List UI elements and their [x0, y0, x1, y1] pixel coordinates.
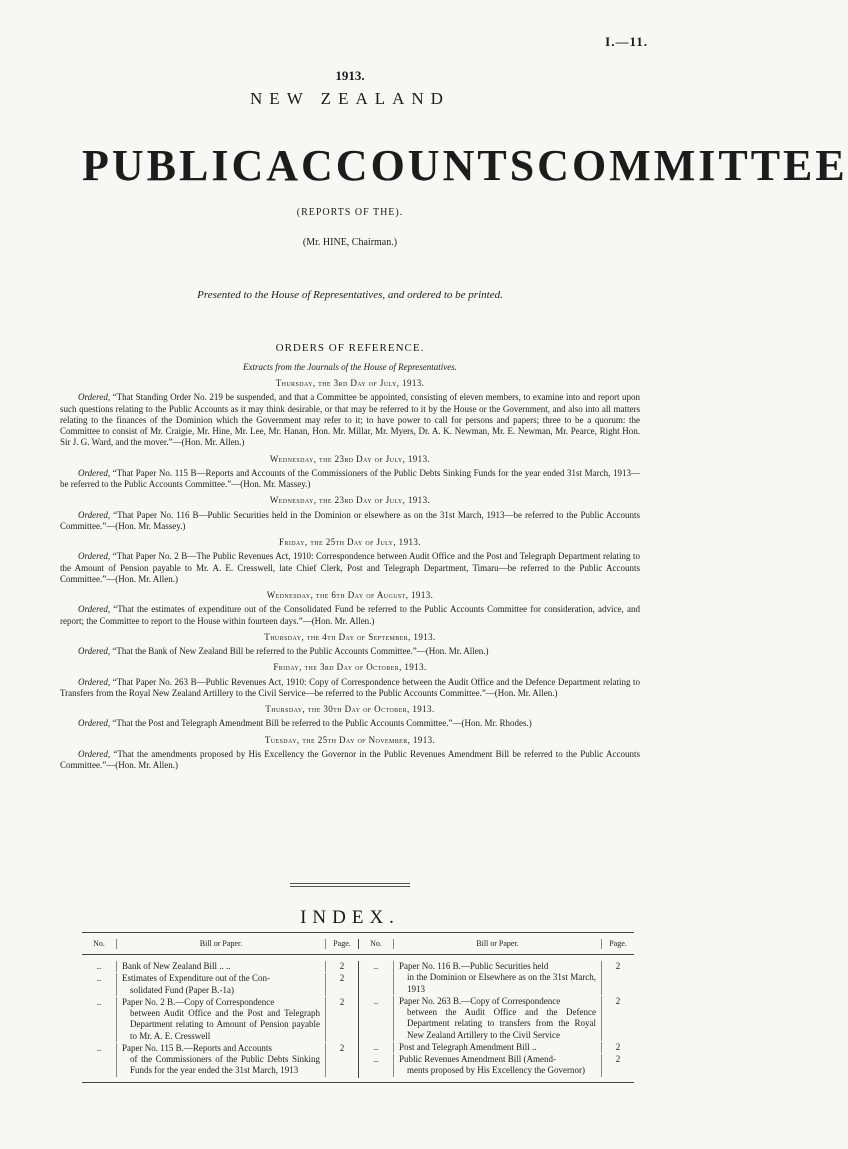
order-date: Friday, the 3rd Day of October, 1913. — [273, 662, 427, 673]
order-body: “That Standing Order No. 219 be suspended, and that a Committee be appointed, consisting of eleven members, to examine into and report upon such questions relating to the Public Accounts as it may think desirable, or that may be referred to it by the House or the Government, and also into all matters relating to the finances of the Dominion which the Government may refer to it; to have power to call for persons and papers; three to be a quorum: the Committee to consist of Mr. Craigie, Mr. Hine, Mr. Lee, Mr. Hanan, Hon. Mr. Millar, Mr. Myers, Dr. A. K. Newman, Mr. E. Newman, Mr. Pearce, Right Hon. Sir J. G. Ward, and the mover.”—(Hon. Mr. Allen.) — [60, 392, 640, 448]
order-entry — [60, 537, 640, 585]
entry-page: 2 — [601, 1054, 634, 1077]
title-word: COMMITTEE — [537, 141, 848, 190]
index-entry — [82, 961, 358, 972]
entry-paper — [393, 1054, 601, 1077]
index-entry — [359, 996, 634, 1041]
entry-title: Paper No. 263 B.—Copy of Correspondence — [399, 995, 561, 1006]
order-text — [60, 604, 640, 627]
order-prefix: Ordered, — [78, 604, 111, 615]
index-entry — [82, 1043, 358, 1077]
entry-page: 2 — [325, 1043, 358, 1077]
entry-paper — [116, 961, 325, 972]
entry-page: 2 — [601, 961, 634, 995]
order-prefix: Ordered, — [78, 467, 111, 478]
order-text — [60, 718, 640, 729]
header-paper: Bill or Paper. — [116, 939, 325, 949]
entry-paper — [393, 996, 601, 1041]
entry-title: Public Revenues Amendment Bill (Amend- — [399, 1054, 556, 1064]
entry-title: Paper No. 115 B.—Reports and Accounts — [122, 1042, 272, 1053]
order-entry — [60, 495, 640, 532]
order-entry — [60, 704, 640, 730]
entry-paper — [116, 1043, 325, 1077]
header-page: Page. — [325, 939, 358, 949]
index-body — [82, 955, 634, 1082]
order-entry — [60, 590, 640, 627]
page-reference: I.—11. — [605, 34, 648, 49]
entry-paper — [116, 997, 325, 1042]
order-date: Wednesday, the 23rd Day of July, 1913. — [269, 453, 431, 464]
index-title: INDEX. — [300, 907, 400, 928]
entry-no: .. — [373, 1041, 379, 1052]
header-no: No. — [93, 938, 105, 948]
index-entry — [359, 1042, 634, 1053]
entry-continuation: solidated Fund (Paper B.-1a) — [130, 984, 234, 995]
presented-line: Presented to the House of Representatives, and ordered to be printed. — [197, 289, 503, 301]
entry-page: 2 — [325, 961, 358, 972]
country-title: NEW ZEALAND — [250, 89, 450, 108]
order-body: “That the Post and Telegraph Amendment Bill be referred to the Public Accounts Committee.”—(Hon. Mr. Rhodes.) — [110, 718, 532, 729]
order-prefix: Ordered, — [78, 676, 111, 687]
index-entry — [82, 997, 358, 1042]
index-header-left — [82, 939, 358, 949]
entry-paper — [393, 1042, 601, 1053]
divider-rule — [290, 883, 410, 884]
main-title — [82, 141, 848, 190]
entry-page: 2 — [601, 996, 634, 1041]
order-text — [60, 510, 640, 533]
entry-continuation: in the Dominion or Elsewhere as on the 31st March, 1913 — [407, 972, 596, 994]
orders-heading: ORDERS OF REFERENCE. — [275, 342, 425, 354]
order-entry — [60, 454, 640, 491]
order-date: Tuesday, the 25th Day of November, 1913. — [264, 734, 436, 745]
entry-title: Paper No. 2 B.—Copy of Correspondence — [122, 996, 275, 1007]
order-body: “That Paper No. 116 B—Public Securities held in the Dominion or elsewhere as on the 31st March, 1913—be referred to the Public Accounts Committee.”—(Hon. Mr. Massey.) — [60, 509, 640, 531]
order-prefix: Ordered, — [78, 392, 111, 403]
entry-page: 2 — [325, 973, 358, 996]
index-entry — [359, 1054, 634, 1077]
order-prefix: Ordered, — [78, 718, 111, 729]
order-text — [60, 749, 640, 772]
header-paper: Bill or Paper. — [393, 939, 601, 949]
header-page: Page. — [601, 939, 634, 949]
order-date: Thursday, the 3rd Day of July, 1913. — [275, 378, 425, 388]
order-body: “That Paper No. 2 B—The Public Revenues Act, 1910: Correspondence between Audit Office and the Post and Telegraph Department relating to the Amount of Pension payable to Mr. A. E. Cresswell, late Chief Clerk, Post and Telegraph Department, Timaru—be referred to the Public Accounts Committee.”—(Hon. Mr. Allen.) — [60, 551, 640, 584]
index-entry — [359, 961, 634, 995]
entry-continuation: of the Commissioners of the Public Debts Sinking Funds for the year ended the 31st March, 1913 — [130, 1054, 320, 1076]
order-date: Thursday, the 4th Day of September, 1913. — [264, 631, 436, 642]
entry-continuation: between the Audit Office and the Defence Department relating to transfers from the Royal New Zealand Artillery to the Civil Service — [407, 1007, 596, 1040]
index-header-right — [358, 939, 634, 949]
index-right-column — [358, 961, 634, 1078]
entry-title: Estimates of Expenditure out of the Con- — [122, 973, 270, 984]
entry-paper — [393, 961, 601, 995]
order-prefix: Ordered, — [78, 646, 111, 656]
entry-no: .. — [96, 973, 102, 984]
order-text — [60, 551, 640, 585]
order-prefix: Ordered, — [78, 509, 111, 520]
order-text — [60, 468, 640, 491]
entry-continuation: ments proposed by His Excellency the Governor) — [407, 1065, 585, 1076]
extracts-line: Extracts from the Journals of the House of Representatives. — [242, 362, 458, 372]
entry-page: 2 — [601, 1042, 634, 1053]
order-entry — [60, 735, 640, 772]
entry-title: Paper No. 116 B.—Public Securities held — [399, 961, 549, 971]
order-body: “That the amendments proposed by His Excellency the Governor in the Public Revenues Amendment Bill be referred to the Public Accounts Committee.”—(Hon. Mr. Allen.) — [60, 748, 640, 770]
order-entry — [60, 378, 640, 449]
order-text — [60, 677, 640, 700]
subtitle: (REPORTS OF THE). — [296, 207, 404, 218]
orders-of-reference — [60, 378, 640, 776]
divider-rule — [290, 886, 410, 887]
order-prefix: Ordered, — [78, 748, 111, 759]
index-table — [82, 932, 634, 1083]
order-body: “That Paper No. 263 B—Public Revenues Act, 1910: Copy of Correspondence between the Audit Office and the Defence Department relating to Transfers from the Royal New Zealand Artillery to the Civil Service—be referred to the Public Accounts Committee.”—(Hon. Mr. Allen.) — [60, 676, 640, 698]
order-body: “That the Bank of New Zealand Bill be referred to the Public Accounts Committee.”—(Hon. Mr. Allen.) — [110, 646, 489, 656]
index-left-column — [82, 961, 358, 1078]
entry-page: 2 — [325, 997, 358, 1042]
entry-no: .. — [96, 996, 102, 1007]
entry-title: Bank of New Zealand Bill .. .. — [122, 961, 231, 971]
order-date: Wednesday, the 23rd Day of July, 1913. — [269, 495, 431, 506]
order-body: “That the estimates of expenditure out of the Consolidated Fund be referred to the Public Accounts Committee for consideration, advice, and report; the Committee to report to the House within fourteen days.”—(Hon. Mr. Allen.) — [60, 604, 640, 626]
entry-no: .. — [96, 1042, 102, 1053]
index-header-row — [82, 933, 634, 955]
title-word: PUBLIC — [82, 141, 267, 190]
order-date: Wednesday, the 6th Day of August, 1913. — [266, 590, 434, 600]
entry-no: .. — [373, 1054, 379, 1064]
order-prefix: Ordered, — [78, 551, 111, 562]
order-body: “That Paper No. 115 B—Reports and Accounts of the Commissioners of the Public Debts Sinking Funds for the year ended 31st March, 1913—be referred to the Public Accounts Committee.”—(Hon. Mr. Massey.) — [60, 467, 640, 489]
entry-no: .. — [96, 961, 102, 971]
order-date: Friday, the 25th Day of July, 1913. — [279, 537, 421, 547]
order-date: Thursday, the 30th Day of October, 1913. — [265, 704, 435, 714]
entry-no: .. — [373, 961, 379, 971]
title-word: ACCOUNTS — [266, 141, 538, 190]
chairman-line: (Mr. HINE, Chairman.) — [302, 237, 398, 248]
order-entry — [60, 662, 640, 699]
order-entry — [60, 632, 640, 658]
year: 1913. — [335, 68, 365, 83]
order-text — [60, 646, 640, 657]
header-no: No. — [370, 938, 382, 948]
entry-no: .. — [373, 995, 379, 1006]
index-entry — [82, 973, 358, 996]
entry-continuation: between Audit Office and the Post and Telegraph Department relating to Amount of Pension payable to Mr. A. E. Cresswell — [130, 1008, 320, 1041]
entry-title: Post and Telegraph Amendment Bill .. — [399, 1041, 537, 1052]
order-text — [60, 392, 640, 448]
entry-paper — [116, 973, 325, 996]
